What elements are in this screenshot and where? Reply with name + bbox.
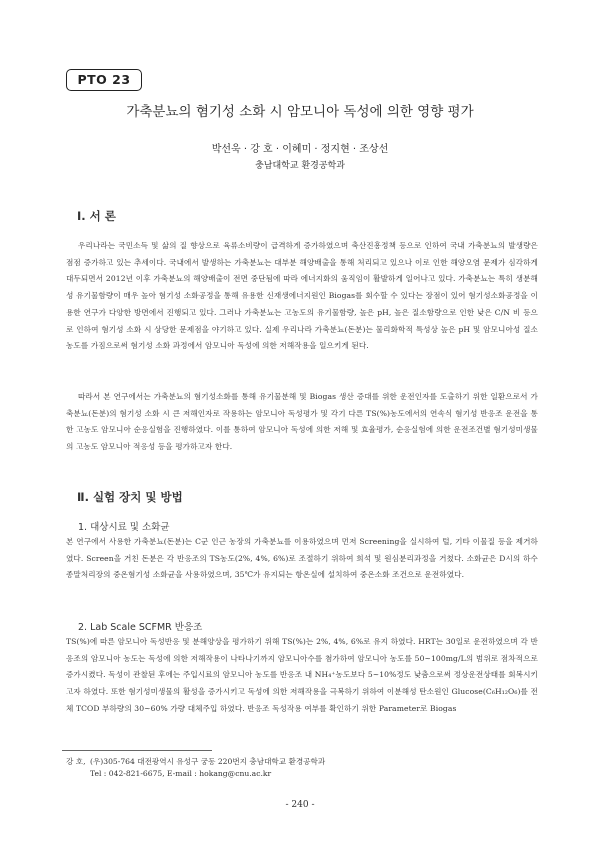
affiliation: 충남대학교 환경공학과 [255, 161, 345, 171]
page-number: - 240 - [285, 800, 315, 810]
subsection-heading-reactor: 2. Lab Scale SCFMR 반응조 [78, 622, 203, 633]
footnote-author: 강 호, [66, 757, 86, 766]
footnote-line-1 [66, 756, 325, 767]
paragraph-samples: 본 연구에서 사용한 가축분뇨(돈분)는 C군 인근 농장의 가축분뇨를 이용하였으며 먼저 Screening을 실시하여 털, 기타 이물질 등을 제거하였다. Screen을 거친 돈분은 각 반응조의 TS농도(2%, 4%, 6%)로 조절하기 위하여 희석 및 원심분리과정을 거쳤다. 소화균은 D시의 하수종말처리장의 중온혐기성 소화균을 사용하였으며, 35℃가 유지되는 항온실에 설치하여 중온소화 조건으로 운전하였다. [66, 537, 538, 580]
footnote-contact: Tel : 042-821-6675, E-mail : hokang@cnu.ac.kr [90, 769, 272, 778]
footnote-address: (우)305-764 대전광역시 유성구 궁동 220번지 충남대학교 환경공학과 [90, 757, 326, 766]
author-list: 박선욱 · 강 호 · 이혜미 · 정지현 · 조상선 [211, 144, 389, 155]
paragraph-intro-2: 따라서 본 연구에서는 가축분뇨의 혐기성소화를 통해 유기물분해 및 Biogas 생산 증대를 위한 운전인자를 도출하기 위한 일환으로서 가축분뇨(돈분)의 혐기성 소화 시 큰 저해인자로 작용하는 암모니아 독성평가 및 각기 다른 TS(%)농도에서의 연속식 혐기성 반응조 운전을 통한 고농도 암모니아 순응실험을 진행하였다. 이를 통하여 암모니아 독성에 의한 저해 및 효율평가, 순응실험에 의한 운전조건별 혐기성미생물의 고농도 암모니아 적응성 등을 평가하고자 한다. [66, 392, 538, 452]
paragraph-reactor: TS(%)에 따른 암모니아 독성반응 및 분해양상을 평가하기 위해 TS(%)는 2%, 4%, 6%로 유지 하였다. HRT는 30일로 운전하였으며 각 반응조의 암모니아 농도는 독성에 의한 저해작용이 나타나기까지 암모니아수를 첨가하여 암모니아 농도를 50~100mg/L의 범위로 점차적으로 증가시켰다. 독성이 관찰된 후에는 주입시료의 암모니아 농도를 반응조 내 NH₄⁺농도보다 5~10%정도 낮춤으로써 정상운전상태를 회복시키고자 하였다. 또한 혐기성미생물의 활성을 증가시키고 독성에 의한 저해작용을 극복하기 위하여 이분해성 탄소원인 Glucose(C₆H₁₂O₆)를 전체 TCOD 부하량의 30~60% 가량 대체주입 하였다. 반응조 독성작용 여부를 확인하기 위한 Parameter로 Biogas [66, 637, 538, 713]
paragraph-intro-1: 우리나라는 국민소득 및 삶의 질 향상으로 육류소비량이 급격하게 증가하였으며 축산진흥정책 등으로 인하여 국내 가축분뇨의 발생량은 점점 증가하고 있는 추세이다. 국내에서 발생하는 가축분뇨는 대부분 해양배출을 통해 처리되고 있으나 이로 인한 해양오염 문제가 심각하게 대두되면서 2012년 이후 가축분뇨의 해양배출이 전면 중단됨에 따라 에너지화의 움직임이 활발하게 일어나고 있다. 가축분뇨는 특히 생분해성 유기물함량이 매우 높아 혐기성 소화공정을 통해 유용한 신재생에너지원인 Biogas를 회수할 수 있다는 장점이 있어 혐기성소화공정을 이용한 연구가 다양한 방면에서 진행되고 있다. 그러나 가축분뇨는 고농도의 유기물함량, 높은 pH, 높은 질소함량으로 인한 낮은 C/N 비 등으로 인하여 혐기성 소화 시 상당한 문제점을 야기하고 있다. 실제 우리나라 가축분뇨(돈분)는 물리화학적 특성상 높은 pH 및 암모니아성 질소농도를 가짐으로써 혐기성 소화 과정에서 암모니아 독성에 의한 저해작용을 일으키게 된다. [66, 241, 538, 351]
subsection-heading-samples: 1. 대상시료 및 소화균 [78, 522, 170, 533]
paper-title: 가축분뇨의 혐기성 소화 시 암모니아 독성에 의한 영향 평가 [126, 104, 474, 120]
footnote-divider [62, 750, 212, 751]
section-heading-methods: Ⅱ. 실험 장치 및 방법 [77, 490, 183, 504]
session-tag: PTO 23 [66, 69, 142, 91]
section-heading-introduction: Ⅰ. 서 론 [77, 209, 116, 223]
